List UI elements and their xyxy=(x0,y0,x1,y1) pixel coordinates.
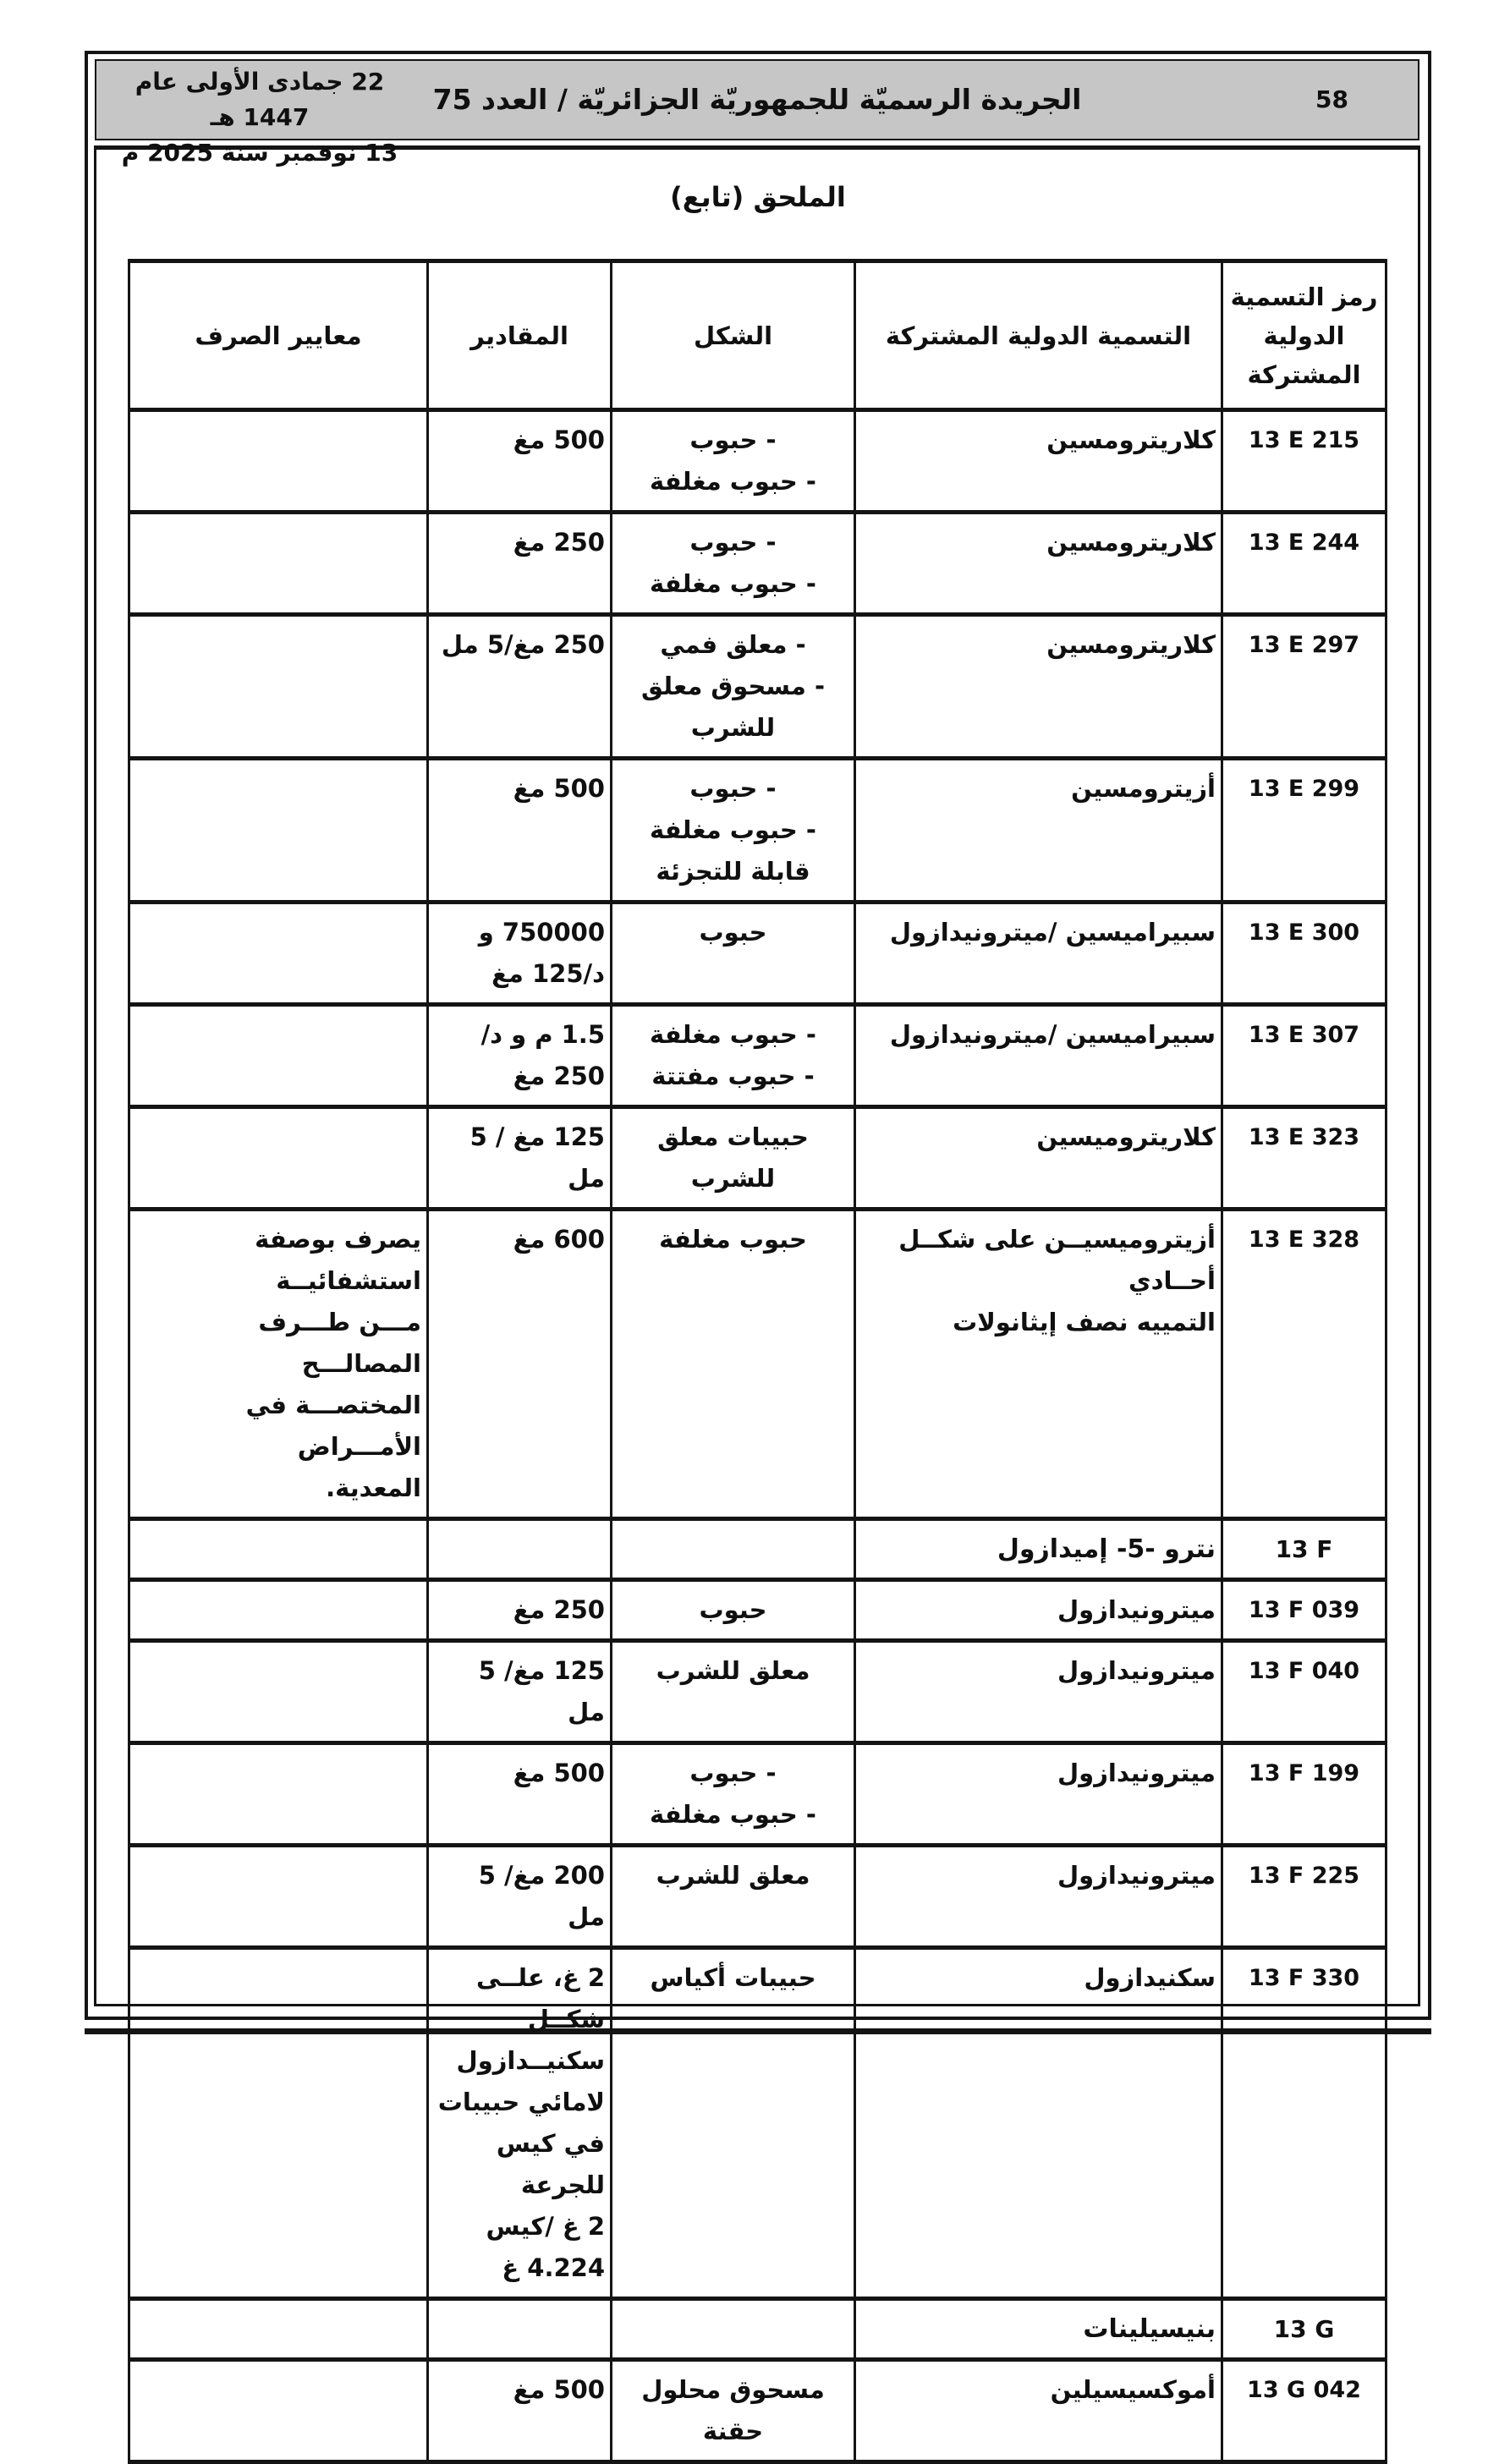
cell-dose: 2 غ، علــى شكــل سكنيــدازول لامائي حبيبات في كيس للجرعة 2 غ /كيس 4.224 غ xyxy=(428,1948,612,2299)
table-row xyxy=(129,615,1386,759)
cell-code: 13 E 323 xyxy=(1222,1107,1386,1210)
table-row xyxy=(129,903,1386,1005)
column-header-form: الشكل xyxy=(612,261,855,410)
cell-code: 13 E 244 xyxy=(1222,513,1386,615)
cell-criteria xyxy=(129,1580,428,1641)
cell-code: 13 E 297 xyxy=(1222,615,1386,759)
cell-dose: 250 مغ/5 مل xyxy=(428,615,612,759)
cell-dose: 1.5 م و د/ 250 مغ xyxy=(428,1005,612,1107)
cell-criteria xyxy=(129,1948,428,2299)
column-header-name: التسمية الدولية المشتركة xyxy=(855,261,1222,410)
cell-criteria xyxy=(129,1519,428,1580)
table-row xyxy=(129,1107,1386,1210)
page-number: 58 xyxy=(1315,85,1348,113)
annex-title xyxy=(0,181,1510,213)
cell-code: 13 G 042 xyxy=(1222,2360,1386,2462)
cell-form: حبوب مغلفة xyxy=(612,1210,855,1519)
cell-name: ميترونيدازول xyxy=(855,1641,1222,1743)
cell-form: حبيبات أكياس xyxy=(612,1948,855,2299)
journal-title: الجريدة الرسميّة للجمهوريّة الجزائريّة / العدد 75 xyxy=(432,83,1082,116)
cell-criteria xyxy=(129,1846,428,1948)
cell-name: كلاريترومسين xyxy=(855,513,1222,615)
cell-name: ميترونيدازول xyxy=(855,1846,1222,1948)
cell-name: أزيتروميسيــن على شكــل أحــادي التمييه نصف إيثانولات xyxy=(855,1210,1222,1519)
cell-form: - حبوب - حبوب مغلفة xyxy=(612,410,855,513)
cell-code: 13 E 307 xyxy=(1222,1005,1386,1107)
cell-code: 13 F 040 xyxy=(1222,1641,1386,1743)
cell-code: 13 E 215 xyxy=(1222,410,1386,513)
cell-code: 13 E 328 xyxy=(1222,1210,1386,1519)
cell-dose: 500 مغ xyxy=(428,759,612,903)
column-header-criteria: معايير الصرف xyxy=(129,261,428,410)
table-row xyxy=(129,1210,1386,1519)
cell-form: معلق للشرب xyxy=(612,1641,855,1743)
annex-title-main: الملحق xyxy=(753,181,846,213)
cell-name: نترو -5- إميدازول xyxy=(855,1519,1222,1580)
cell-dose: 250 مغ xyxy=(428,513,612,615)
table-row xyxy=(129,1641,1386,1743)
cell-dose: 750000 و د/125 مغ xyxy=(428,903,612,1005)
cell-form xyxy=(612,1519,855,1580)
cell-dose: 125 مغ/ 5 مل xyxy=(428,1641,612,1743)
cell-name: كلاريترومسين xyxy=(855,410,1222,513)
cell-form: حبوب xyxy=(612,1580,855,1641)
cell-dose xyxy=(428,1519,612,1580)
cell-form: - حبوب - حبوب مغلفة xyxy=(612,513,855,615)
cell-criteria xyxy=(129,759,428,903)
cell-name: سبيراميسين /ميترونيدازول xyxy=(855,903,1222,1005)
cell-criteria xyxy=(129,1743,428,1846)
cell-dose: 200 مغ/ 5 مل xyxy=(428,1846,612,1948)
cell-criteria xyxy=(129,410,428,513)
cell-name: أموكسيسيلين xyxy=(855,2360,1222,2462)
cell-criteria xyxy=(129,513,428,615)
cell-name: سبيراميسين /ميترونيدازول xyxy=(855,1005,1222,1107)
cell-code: 13 F 199 xyxy=(1222,1743,1386,1846)
cell-form: - حبوب مغلفة - حبوب مفتتة xyxy=(612,1005,855,1107)
cell-dose: 600 مغ xyxy=(428,1210,612,1519)
table-row xyxy=(129,1005,1386,1107)
header-band xyxy=(95,59,1419,167)
cell-form: مسحوق محلول حقنة xyxy=(612,2360,855,2462)
cell-name: أزيترومسين xyxy=(855,759,1222,903)
table-section-row xyxy=(129,2299,1386,2360)
cell-criteria xyxy=(129,2360,428,2462)
cell-criteria xyxy=(129,1005,428,1107)
cell-criteria xyxy=(129,903,428,1005)
table-section-row xyxy=(129,1519,1386,1580)
table-header-row xyxy=(129,261,1386,410)
cell-form: حبوب xyxy=(612,903,855,1005)
table-row xyxy=(129,1743,1386,1846)
cell-name: كلاريترومسين xyxy=(855,615,1222,759)
date-gregorian: 13 نوفمبر سنة 2025 م xyxy=(121,139,398,167)
column-header-code: رمز التسمية الدولية المشتركة xyxy=(1222,261,1386,410)
cell-name: بنيسيلينات xyxy=(855,2299,1222,2360)
cell-dose: 125 مغ / 5 مل xyxy=(428,1107,612,1210)
cell-dose xyxy=(428,2299,612,2360)
table-row xyxy=(129,410,1386,513)
cell-criteria xyxy=(129,615,428,759)
table-row xyxy=(129,1948,1386,2299)
cell-form: - معلق فمي - مسحوق معلق للشرب xyxy=(612,615,855,759)
cell-code: 13 F 225 xyxy=(1222,1846,1386,1948)
table-row xyxy=(129,513,1386,615)
cell-form: معلق للشرب xyxy=(612,1846,855,1948)
cell-criteria xyxy=(129,1641,428,1743)
column-header-dose: المقادير xyxy=(428,261,612,410)
cell-name: سكنيدازول xyxy=(855,1948,1222,2299)
cell-dose: 500 مغ xyxy=(428,410,612,513)
cell-form: - حبوب - حبوب مغلفة xyxy=(612,1743,855,1846)
cell-code: 13 G xyxy=(1222,2299,1386,2360)
cell-code: 13 E 300 xyxy=(1222,903,1386,1005)
cell-code: 13 F 039 xyxy=(1222,1580,1386,1641)
cell-dose: 250 مغ xyxy=(428,1580,612,1641)
cell-code: 13 F xyxy=(1222,1519,1386,1580)
medicines-table xyxy=(128,259,1387,2464)
cell-dose: 500 مغ xyxy=(428,2360,612,2462)
cell-criteria xyxy=(129,1107,428,1210)
cell-criteria xyxy=(129,2299,428,2360)
cell-form: حبيبات معلق للشرب xyxy=(612,1107,855,1210)
cell-dose: 500 مغ xyxy=(428,1743,612,1846)
cell-name: كلاريتروميسين xyxy=(855,1107,1222,1210)
table-row xyxy=(129,1846,1386,1948)
annex-title-continued: (تابع) xyxy=(670,181,744,213)
cell-name: ميترونيدازول xyxy=(855,1743,1222,1846)
cell-code: 13 E 299 xyxy=(1222,759,1386,903)
table-row xyxy=(129,2360,1386,2462)
table-row xyxy=(129,1580,1386,1641)
cell-form xyxy=(612,2299,855,2360)
table-row xyxy=(129,759,1386,903)
cell-name: ميترونيدازول xyxy=(855,1580,1222,1641)
date-hijri: 22 جمادى الأولى عام 1447 هـ xyxy=(135,68,385,131)
cell-code: 13 F 330 xyxy=(1222,1948,1386,2299)
cell-form: - حبوب - حبوب مغلفة قابلة للتجزئة xyxy=(612,759,855,903)
cell-criteria: يصرف بوصفة استشفائيــة مـــن طـــرف المصالـــح المختصـــة في الأمـــراض المعدية. xyxy=(129,1210,428,1519)
